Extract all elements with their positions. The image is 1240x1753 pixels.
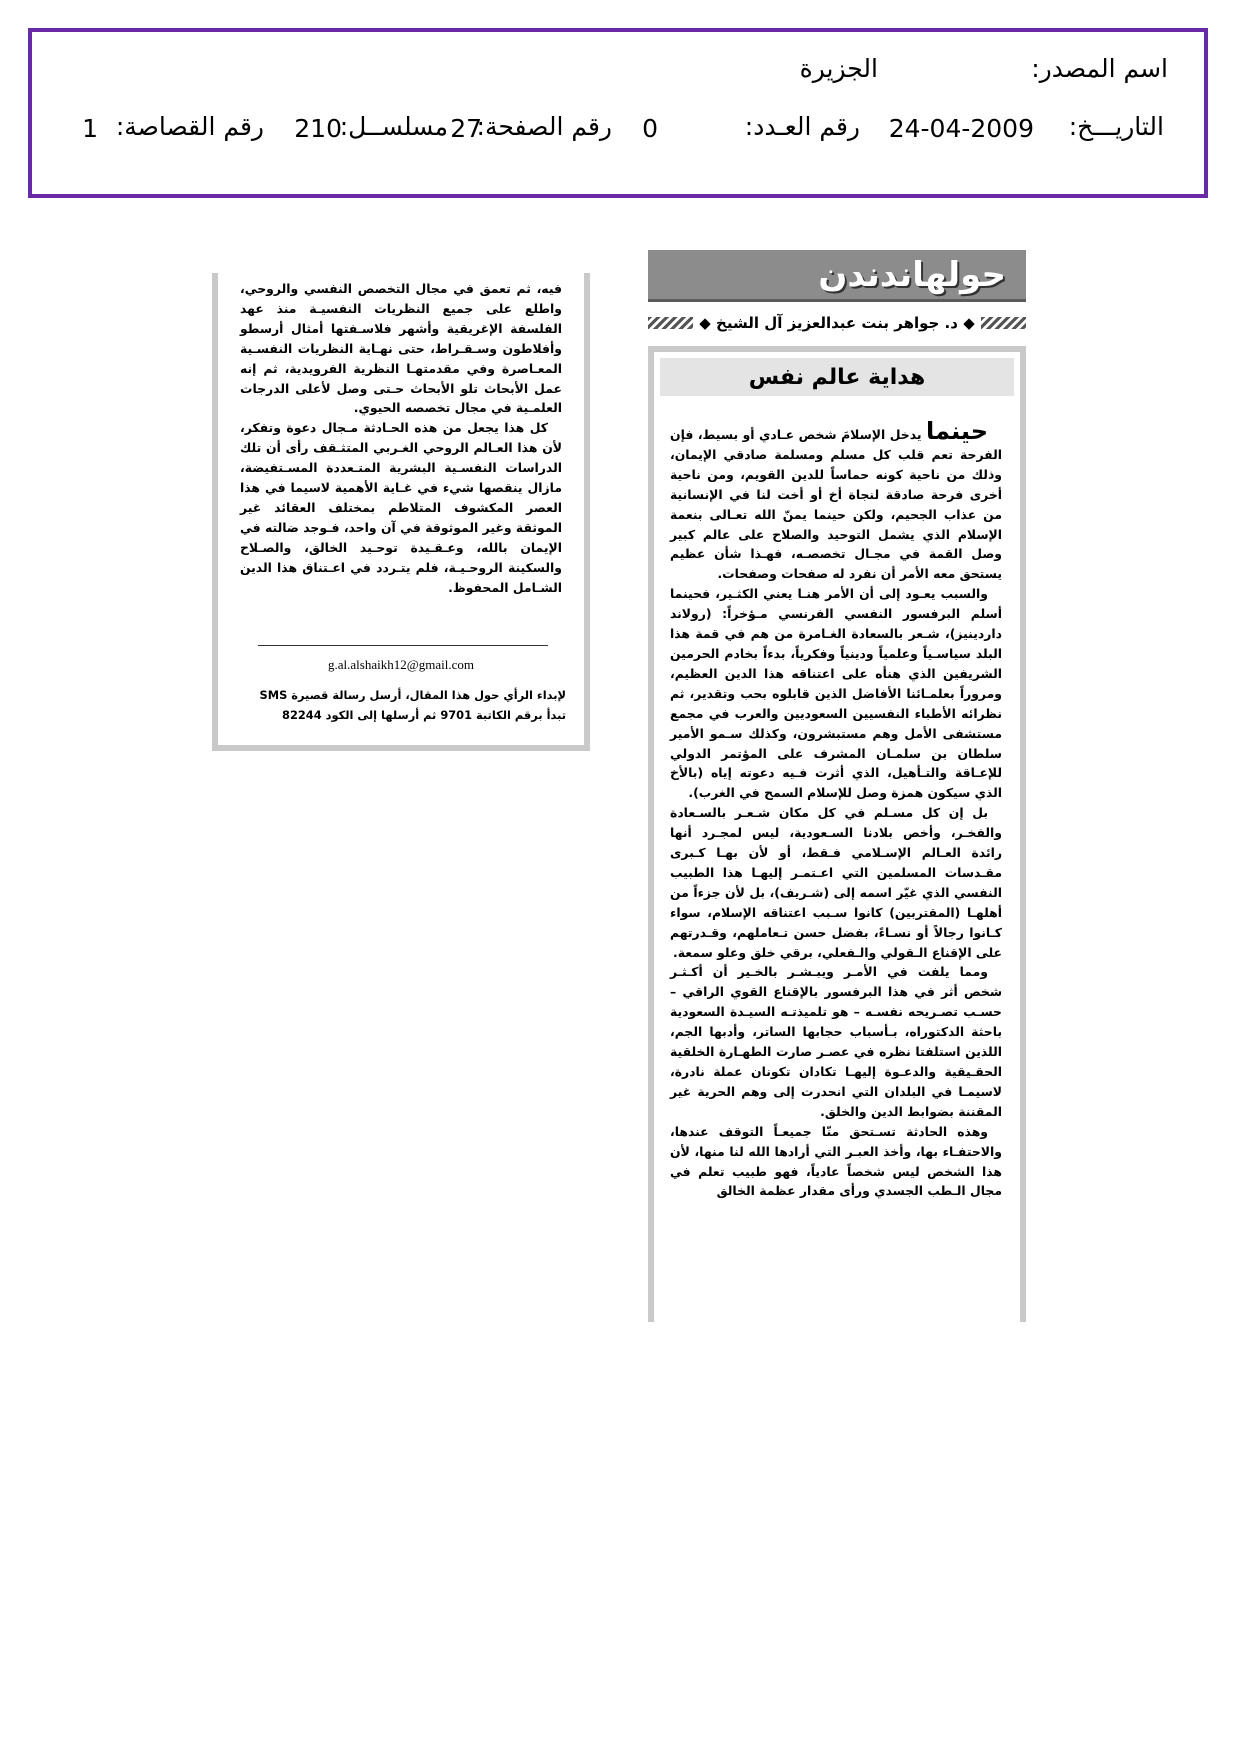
page-value: 27 <box>450 114 482 143</box>
divider <box>258 645 548 646</box>
sms-line-2: تبدأ برقم الكاتبة 9701 ثم أرسلها إلى الكود 82244 <box>282 708 566 722</box>
article-frame <box>648 346 1026 1322</box>
source-metadata-box <box>28 28 1208 198</box>
clip-label: رقم القصاصة: <box>115 112 264 141</box>
byline-stripe-left <box>648 317 693 329</box>
column-banner-title: حولهاندندن <box>818 254 1006 295</box>
continuation-paragraph: كل هذا يجعل من هذه الحـادثة مـجال دعوة وتفكر، لأن هذا العـالم الروحي الغـربي المتثـقف رأى أن تلك الدراسات النفسـية البشرية المتـعددة المسـتفيضة، مازال ينقصها شيء في غـاية الأهمية لاسيما في هذا العصر المكشوف المتلاطم بمختلف العقائد غير الموثقة وغير الموثوقة في آن واحد، فـوجد ضالته في الإيمان بالله، وعـقـيدة توحـيد الخالق، والصـلاح والسكينة الروحـيـة، فلم يتـردد في اعـتناق هذا الدين الشـامل المحفوظ. <box>240 420 562 595</box>
sms-instructions <box>236 685 566 725</box>
page-label: رقم الصفحة: <box>476 112 612 141</box>
article-body <box>670 417 1002 1201</box>
lead-word: حينما <box>926 417 988 445</box>
continuation-column <box>212 273 590 751</box>
article-paragraph <box>670 417 1002 584</box>
issue-value: 0 <box>642 114 658 143</box>
article-paragraph: بل إن كل مسـلم في كل مكان شـعـر بالسـعادة والفخـر، وأخص بلادنا السـعودية، ليس لمجـرد أنها رائدة العـالم الإسـلامي فـقط، أو لأن بهـا كـبرى مقـدسات المسلمين التي اعـتمـر إليهـا هذا الطبيب النفسي الذي غيّر اسمه إلى (شـريف)، بل لأن جزءاً من أهلهـا (المقتربين) كانوا سـبب اعتناقه الإسلام، سواء كـانوا رجالاً أو نسـاءً، بفضل حسن تـعاملهم، وقـدرتهم على الإقناع الـقولي والـفعلي، برقي خلق وعلو سمعة. <box>670 805 1002 960</box>
article-paragraph: والسبب يعـود إلى أن الأمر هنـا يعني الكثـير، فحينما أسلم البرفسور النفسي الفرنسي مـؤخراً: (رولاند داردينيز)، شـعر بالسعادة الغـامرة من هم في قمة هذا البلد سياسـياً وعلمياً ودينياً وفكرياً، بدءاً بخادم الحرمين الشريفين الذي هنأه على اعتناقه هذا الدين العظيم، ومروراً بعلمـائنا الأفاضل الذين قابلوه بحب وتقدير، ثم نظرائه الأطباء النفسيين السعوديين والعرب في مجمع مستشفى الأمل وهم مستبشرون، وكذلك سـمو الأمير سلطان بن سلمـان المشرف على المؤتمر الدولي للإعـاقة والتـأهيل، الذي أثرت فـيه دعوته إياه (بالأخ الذي سيكون همزة وصل للإسلام السمح في الغرب). <box>670 586 1002 801</box>
date-value: 24-04-2009 <box>888 114 1034 143</box>
date-label: التاريـــخ: <box>1068 112 1164 141</box>
continuation-paragraph: فيه، ثم تعمق في مجال التخصص النفسي والروحي، واطلع على جميع النظريات النفسيـة منذ عهد الفلسفة الإغريقية وأشهر فلاسـفتها أمثال أرسطو وأفلاطون وسـقـراط، حتى نهـاية النظريات النفسـية المعـاصرة وفي مقدمتهـا النظرية الفرويدية، ثم إنه عمل الأبحاث تلو الأبحاث حـتى وصل لأعلى الدرجات العلمـية في مجال تخصصه الحيوي. <box>240 281 562 416</box>
article-headline: هداية عالم نفس <box>748 364 926 390</box>
column-banner <box>648 250 1026 302</box>
sms-line-1: لإبداء الرأي حول هذا المقال، أرسل رسالة قصيرة SMS <box>259 688 566 702</box>
byline-stripe-right <box>981 317 1026 329</box>
byline <box>648 308 1026 338</box>
article-paragraph: وهذه الحادثة تسـتحق منّا جميعـاً التوقف عندها، والاحتفـاء بها، وأخذ العبـر التي أرادها الله لنا منها، لأن هذا الشخص ليس شخصاً عادياً، فهو طبيب تعلم في مجال الـطب الجسدي ورأى مقدار عظمة الخالق <box>670 1123 1002 1199</box>
article-column <box>648 250 1026 1322</box>
byline-author: ◆ د. جواهر بنت عبدالعزيز آل الشيخ ◆ <box>699 314 975 332</box>
continuation-body <box>240 279 562 598</box>
author-name: د. جواهر بنت عبدالعزيز آل الشيخ <box>716 314 958 332</box>
issue-label: رقم العـدد: <box>744 112 860 141</box>
serial-label: مسلســل: <box>339 112 448 141</box>
headline-bar <box>660 358 1014 396</box>
author-email[interactable]: g.al.alshaikh12@gmail.com <box>328 657 474 672</box>
clip-value: 1 <box>82 114 98 143</box>
paragraph-text: يدخل الإسلامَ شخص عـادي أو بسيط، فإن الفرحة تعم قلب كل مسلم ومسلمة صادقي الإيمان، وذلك من ناحية كونه حماساً للدين القويم، ومن ناحية أخرى فرحة صادقة لنجاة أخ أو أخت لنا في الإنسانية من عذاب الجحيم، ولكن حينما يمنّ الله تعـالى بنعمة الإسلام الذي يشمل التوحيد والصلاح على عالم كبير وصل القمة في مجـال تخصصـه، فهـذا شأن عظيم يستحق معه الأمر أن نفرد له صفحات وصفحات. <box>670 427 1002 582</box>
serial-value: 210 <box>294 114 342 143</box>
source-value: الجزيرة <box>799 54 878 83</box>
article-paragraph: ومما يلفت في الأمـر ويبـشـر بالخـير أن أكـثـر شخص أثر في هذا البرفسور بالإقناع القوي الراقي – حسـب تصـريحه نفسـه – هو تلميذتـه السيـدة السعودية باحثة الدكتوراه، بـأسباب حجابها الساتر، وأدبها الجم، اللذين استلفتا نظره في عصـر صارت الطهـارة الخلقية الحقـيقية والدعـوة إليهـا تكادان تكونان عملة نادرة، لاسيمـا في البلدان التي انحدرت إلى وهم الحرية غير المقننة بضوابط الدين والخلق. <box>670 964 1002 1119</box>
source-label: اسم المصدر: <box>1031 54 1168 83</box>
